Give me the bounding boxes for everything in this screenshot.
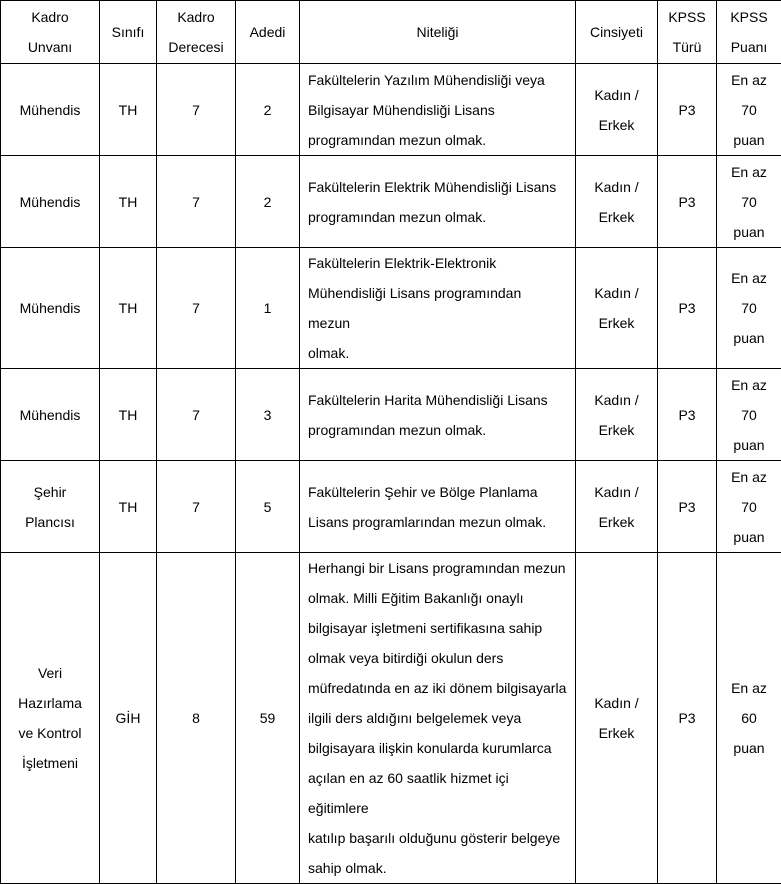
- cell-unvan: Şehir Plancısı: [1, 461, 100, 553]
- cell-nitelik: Herhangi bir Lisans programından mezun olmak. Milli Eğitim Bakanlığı onaylı bilgisayar işletmeni sertifikasına sahip olmak veya bitirdiği okulun ders müfredatında en az iki dönem bilgisayarla ilgili ders aldığını belgelemek veya bilgisayara ilişkin konularda kurumlarca açılan en az 60 saatlik hizmet içi eğitimlere katılıp başarılı olduğunu gösterir belgeye sahip olmak.: [300, 553, 576, 884]
- cell-cinsiyet: Kadın / Erkek: [576, 553, 658, 884]
- cell-derece: 7: [157, 248, 236, 369]
- cell-cinsiyet: Kadın / Erkek: [576, 64, 658, 156]
- cell-unvan: Mühendis: [1, 369, 100, 461]
- cell-cinsiyet: Kadın / Erkek: [576, 461, 658, 553]
- cell-adet: 5: [236, 461, 300, 553]
- cell-kpss-puan: En az 70 puan: [717, 248, 781, 369]
- cell-cinsiyet: Kadın / Erkek: [576, 156, 658, 248]
- cell-kpss-tur: P3: [658, 156, 717, 248]
- cell-sinif: TH: [100, 156, 157, 248]
- cell-sinif: TH: [100, 369, 157, 461]
- header-cinsiyeti: Cinsiyeti: [576, 1, 658, 64]
- cell-cinsiyet: Kadın / Erkek: [576, 369, 658, 461]
- cell-sinif: TH: [100, 248, 157, 369]
- cell-nitelik: Fakültelerin Yazılım Mühendisliği veya Bilgisayar Mühendisliği Lisans programından mezun olmak.: [300, 64, 576, 156]
- cell-derece: 7: [157, 461, 236, 553]
- cell-kpss-tur: P3: [658, 248, 717, 369]
- cell-nitelik: Fakültelerin Elektrik Mühendisliği Lisans programından mezun olmak.: [300, 156, 576, 248]
- header-kpss-turu: KPSS Türü: [658, 1, 717, 64]
- cell-derece: 7: [157, 64, 236, 156]
- table-row: [1, 64, 781, 156]
- cell-kpss-puan: En az 70 puan: [717, 156, 781, 248]
- cell-kpss-puan: En az 70 puan: [717, 369, 781, 461]
- header-row: [1, 1, 781, 64]
- cell-sinif: GİH: [100, 553, 157, 884]
- cell-unvan: Mühendis: [1, 64, 100, 156]
- cell-kpss-tur: P3: [658, 553, 717, 884]
- cell-unvan: Mühendis: [1, 156, 100, 248]
- cell-derece: 8: [157, 553, 236, 884]
- header-kadro-derecesi: Kadro Derecesi: [157, 1, 236, 64]
- header-kpss-puani: KPSS Puanı: [717, 1, 781, 64]
- cell-adet: 1: [236, 248, 300, 369]
- table-row: [1, 553, 781, 884]
- cell-derece: 7: [157, 369, 236, 461]
- cell-sinif: TH: [100, 461, 157, 553]
- cell-kpss-tur: P3: [658, 461, 717, 553]
- table-row: [1, 248, 781, 369]
- table-row: [1, 369, 781, 461]
- cell-adet: 2: [236, 64, 300, 156]
- header-adedi: Adedi: [236, 1, 300, 64]
- cell-kpss-puan: En az 70 puan: [717, 64, 781, 156]
- cell-adet: 59: [236, 553, 300, 884]
- cell-kpss-tur: P3: [658, 64, 717, 156]
- cell-kpss-tur: P3: [658, 369, 717, 461]
- cell-unvan: Veri Hazırlama ve Kontrol İşletmeni: [1, 553, 100, 884]
- cell-sinif: TH: [100, 64, 157, 156]
- cell-kpss-puan: En az 70 puan: [717, 461, 781, 553]
- header-sinifi: Sınıfı: [100, 1, 157, 64]
- cell-nitelik: Fakültelerin Şehir ve Bölge Planlama Lisans programlarından mezun olmak.: [300, 461, 576, 553]
- cell-kpss-puan: En az 60 puan: [717, 553, 781, 884]
- cell-adet: 2: [236, 156, 300, 248]
- cell-adet: 3: [236, 369, 300, 461]
- table-row: [1, 156, 781, 248]
- table-row: [1, 461, 781, 553]
- cell-derece: 7: [157, 156, 236, 248]
- cell-nitelik: Fakültelerin Harita Mühendisliği Lisans programından mezun olmak.: [300, 369, 576, 461]
- header-kadro-unvani: Kadro Unvanı: [1, 1, 100, 64]
- header-niteligi: Niteliği: [300, 1, 576, 64]
- cell-cinsiyet: Kadın / Erkek: [576, 248, 658, 369]
- cell-nitelik: Fakültelerin Elektrik-Elektronik Mühendisliği Lisans programından mezun olmak.: [300, 248, 576, 369]
- cell-unvan: Mühendis: [1, 248, 100, 369]
